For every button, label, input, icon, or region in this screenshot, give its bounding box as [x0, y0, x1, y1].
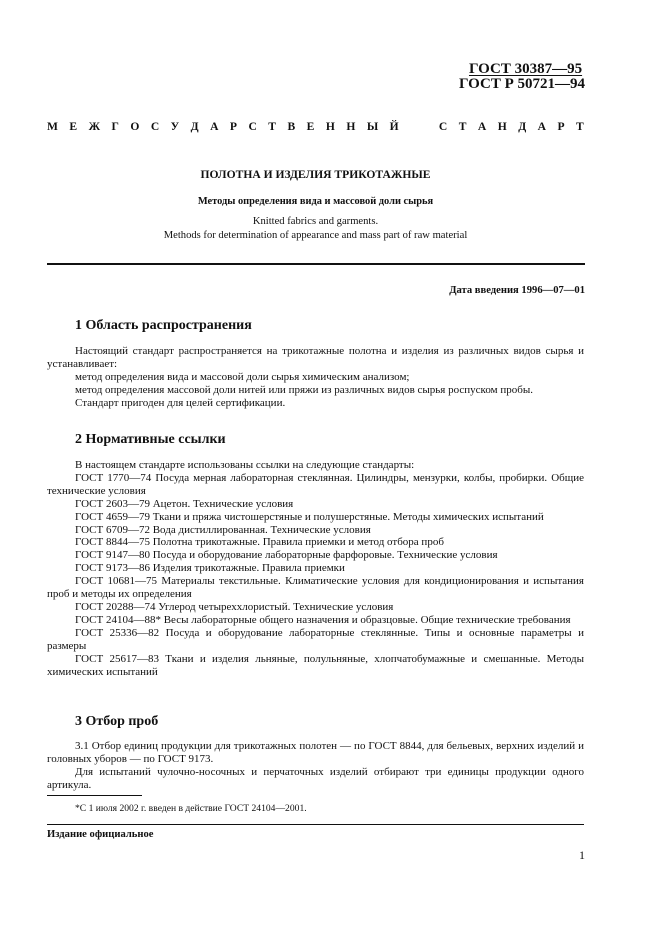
section-1-paragraph: метод определения вида и массовой доли сырья химическим анализом; [75, 370, 410, 383]
banner-letter: А [477, 120, 487, 133]
reference-item: ГОСТ 25617—83 Ткани и изделия льняные, полульняные, хлопчатобумажные и смешанные. Методы химических испытаний [47, 652, 584, 678]
banner-letter: У [170, 120, 180, 133]
document-subtitle: Методы определения вида и массовой доли сырья [197, 196, 434, 207]
banner-letter: Ы [366, 120, 379, 133]
banner-letter: Е [306, 120, 315, 133]
section-1-paragraph: метод определения массовой доли нитей или пряжи из различных видов сырья роспуском пробы. [75, 383, 533, 396]
official-edition-label: Издание официальное [47, 829, 154, 840]
section-3-body [47, 740, 584, 792]
reference-item: ГОСТ 8844—75 Полотна трикотажные. Правила приемки и метод отбора проб [75, 536, 444, 549]
section-2-heading: 2 Нормативные ссылки [75, 432, 226, 447]
banner-letter: Ж [88, 120, 101, 133]
banner-letter: Т [268, 120, 277, 133]
banner-gap [425, 120, 428, 133]
reference-item: ГОСТ 10681—75 Материалы текстильные. Климатические условия для кондиционирования и испытания проб и методы их определения [47, 575, 584, 601]
section-1-paragraph: Настоящий стандарт распространяется на трикотажные полотна и изделия из различных видов сырья и устанавливает: [47, 345, 584, 370]
banner-letter: Н [346, 120, 356, 133]
banner-letter: С [248, 120, 257, 133]
document-title: ПОЛОТНА И ИЗДЕЛИЯ ТРИКОТАЖНЫЕ [200, 168, 431, 181]
reference-item: ГОСТ 9147—80 Посуда и оборудование лабораторные фарфоровые. Технические условия [75, 549, 498, 562]
banner-letter: С [150, 120, 160, 133]
reference-item: ГОСТ 1770—74 Посуда мерная лабораторная стеклянная. Цилиндры, мензурки, колбы, пробирки. Общие технические условия [47, 471, 584, 497]
references-list [47, 472, 584, 679]
reference-item: ГОСТ 2603—79 Ацетон. Технические условия [75, 497, 294, 510]
section-1-body [47, 345, 584, 410]
english-title-line-2: Methods for determination of appearance and mass part of raw material [163, 229, 468, 241]
reference-item: ГОСТ 24104—88* Весы лабораторные общего назначения и образцовые. Общие технические требования [75, 613, 571, 626]
banner-letter: Р [557, 120, 565, 133]
banner-letter: Н [325, 120, 335, 133]
gost-designation [459, 62, 585, 92]
title-divider [47, 263, 585, 265]
references-intro: В настоящем стандарте использованы ссылки на следующие стандарты: [75, 459, 415, 471]
footnote-rule [47, 795, 142, 796]
banner-letter: А [537, 120, 546, 133]
introduction-date: Дата введения 1996—07—01 [449, 285, 585, 296]
banner-letter: Г [111, 120, 119, 133]
banner-letter: Т [576, 120, 584, 133]
banner-letter: Р [229, 120, 237, 133]
reference-item: ГОСТ 20288—74 Углерод четыреххлористый. Технические условия [75, 600, 394, 613]
banner-letter: Д [518, 120, 527, 133]
interstate-standard-banner [47, 120, 584, 133]
reference-item: ГОСТ 9173—86 Изделия трикотажные. Правила приемки [75, 562, 345, 575]
banner-letter: Д [190, 120, 199, 133]
banner-letter: А [210, 120, 219, 133]
section-3-heading: 3 Отбор проб [75, 714, 159, 729]
footer-rule [47, 824, 584, 825]
section-3-paragraph: Для испытаний чулочно-носочных и перчаточных изделий отбирают три единицы продукции одного артикула. [47, 765, 584, 791]
section-2-body [47, 459, 584, 678]
banner-letter: Н [497, 120, 507, 133]
reference-item: ГОСТ 25336—82 Посуда и оборудование лабораторные стеклянные. Типы и основные параметры и размеры [47, 626, 584, 652]
section-1-heading: 1 Область распространения [75, 318, 252, 333]
banner-letter: М [47, 120, 58, 133]
banner-letter: Т [458, 120, 467, 133]
banner-gap [410, 120, 413, 133]
gost-code-2: ГОСТ Р 50721—94 [458, 76, 585, 92]
section-1-paragraph: Стандарт пригоден для целей сертификации. [75, 396, 286, 409]
banner-letter: Е [69, 120, 78, 133]
banner-letter: С [438, 120, 448, 133]
reference-item: ГОСТ 4659—79 Ткани и пряжа чистошерстяные и полушерстяные. Методы химических испытаний [75, 510, 544, 523]
english-title-line-1: Knitted fabrics and garments. [252, 216, 379, 227]
page-number: 1 [579, 848, 585, 862]
section-3-paragraph: 3.1 Отбор единиц продукции для трикотажных полотен — по ГОСТ 8844, для бельевых, верхних изделий и головных уборов — по ГОСТ 9173. [47, 740, 584, 765]
reference-item: ГОСТ 6709—72 Вода дистиллированная. Технические условия [75, 523, 371, 536]
banner-letter: Й [389, 120, 399, 133]
english-title [47, 215, 584, 242]
footnote: *С 1 июля 2002 г. введен в действие ГОСТ 24104—2001. [75, 803, 307, 814]
gost-code-1: ГОСТ 30387—95 [468, 61, 583, 77]
banner-letter: О [130, 120, 140, 133]
banner-letter: В [287, 120, 296, 133]
